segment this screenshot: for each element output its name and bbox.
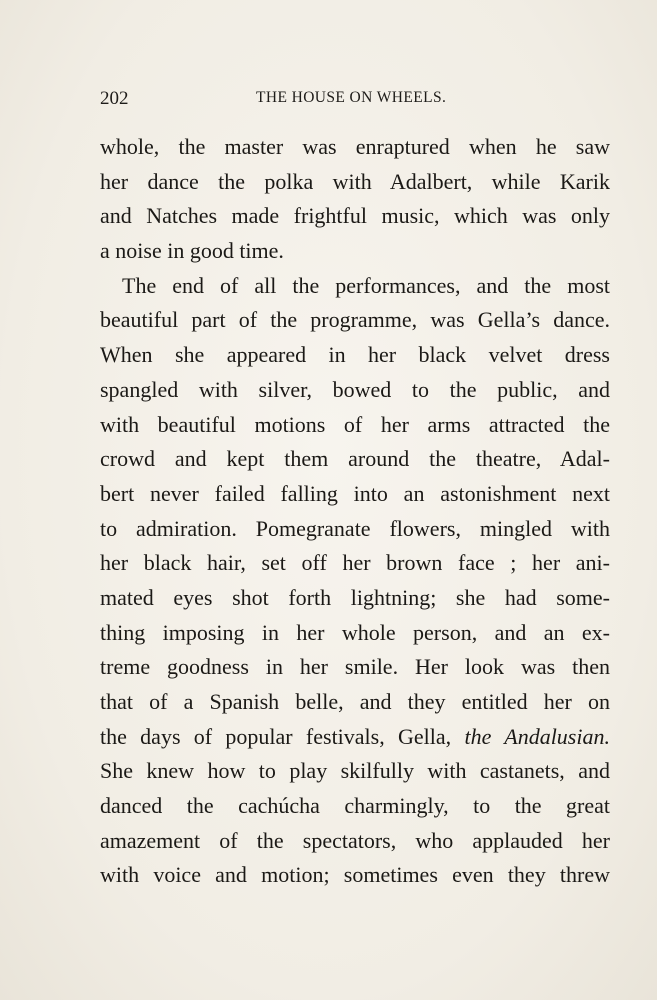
italic-epithet: the Andalusian. — [464, 723, 610, 749]
text-line: amazement of the spectators, who applauded her — [100, 827, 610, 853]
text-line: whole, the master was enraptured when he saw — [100, 134, 610, 159]
text-line: her black hair, set off her brown face ; her ani- — [100, 550, 610, 576]
text-line: that of a Spanish belle, and they entitled her on — [100, 689, 610, 714]
text-line: her dance the polka with Adalbert, while Karik — [100, 168, 610, 194]
text-line: crowd and kept them around the theatre, Adal- — [100, 446, 610, 472]
text-line: The end of all the performances, and the most — [122, 272, 610, 298]
text-line: mated eyes shot forth lightning; she had some- — [100, 584, 610, 610]
text-line: with beautiful motions of her arms attracted the — [100, 411, 610, 437]
text-line: treme goodness in her smile. Her look was then — [100, 654, 610, 680]
text-line: and Natches made frightful music, which was only — [100, 203, 610, 229]
running-head — [100, 88, 610, 110]
text-line: bert never failed falling into an astonishment next — [100, 480, 610, 506]
text-line: spangled with silver, bowed to the public, and — [100, 376, 610, 402]
running-title: THE HOUSE ON WHEELS. — [256, 89, 447, 106]
text-line: She knew how to play skilfully with castanets, and — [100, 758, 610, 784]
text-line: When she appeared in her black velvet dress — [100, 342, 610, 368]
text-line: a noise in good time. — [100, 238, 284, 264]
text-line: beautiful part of the programme, was Gella’s dance. — [100, 307, 610, 333]
line-lead-text: the days of popular festivals, Gella, — [100, 723, 452, 749]
text-line: with voice and motion; sometimes even they threw — [100, 862, 610, 888]
text-line: danced the cachúcha charmingly, to the great — [100, 793, 610, 819]
text-line-with-italic — [100, 720, 610, 755]
text-line: to admiration. Pomegranate flowers, mingled with — [100, 515, 610, 541]
page-number: 202 — [100, 88, 129, 109]
body-text — [100, 130, 610, 893]
text-line: thing imposing in her whole person, and an ex- — [100, 619, 610, 645]
